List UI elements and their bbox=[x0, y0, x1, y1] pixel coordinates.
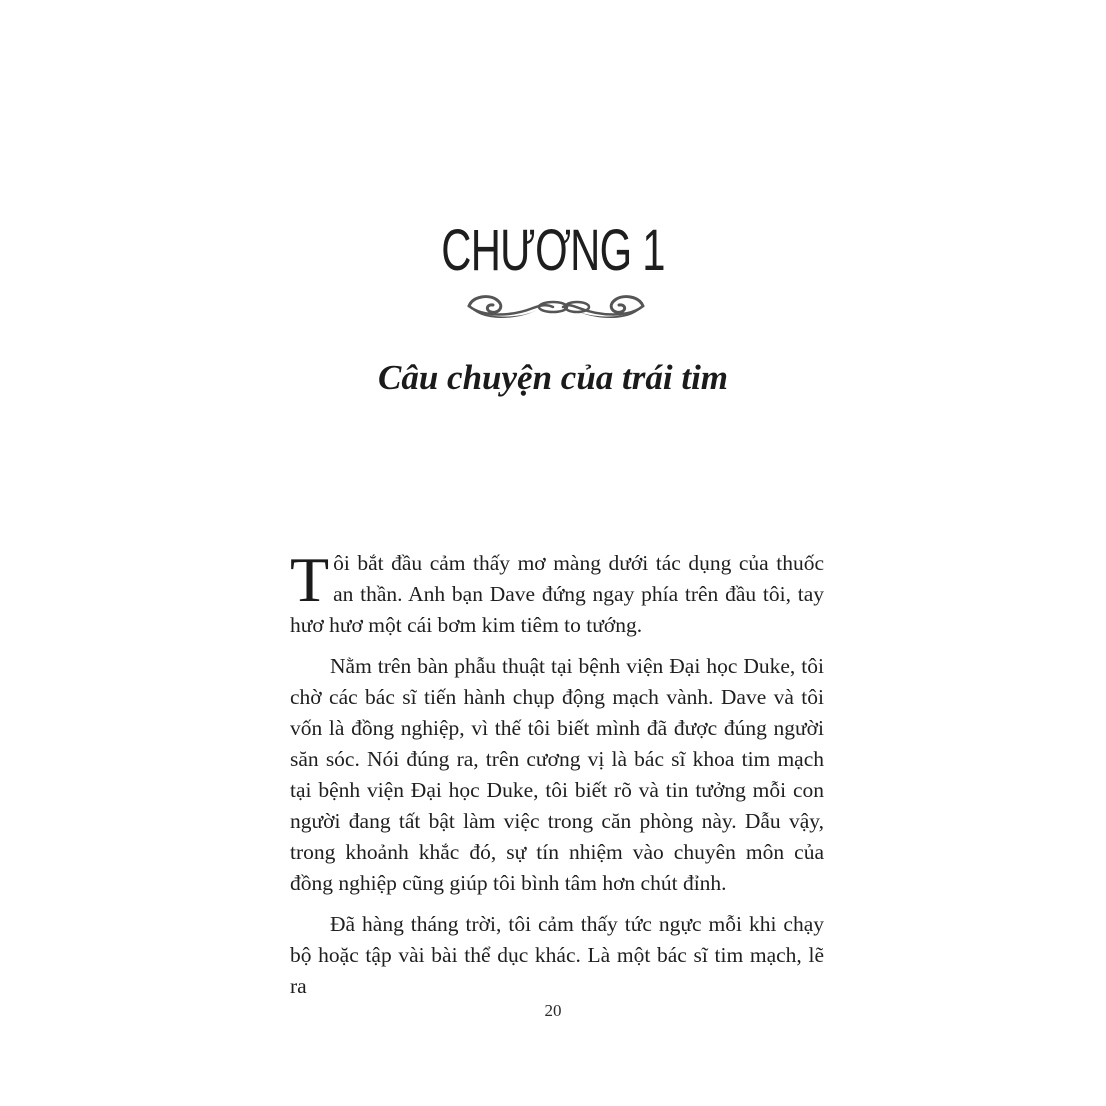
body-text bbox=[290, 544, 824, 1012]
paragraph-1 bbox=[290, 544, 824, 641]
page-number: 20 bbox=[544, 1001, 562, 1020]
flourish-divider-icon bbox=[463, 288, 649, 328]
paragraph-2: Nằm trên bàn phẫu thuật tại bệnh viện Đại học Duke, tôi chờ các bác sĩ tiến hành chụp động mạch vành. Dave và tôi vốn là đồng nghiệp, vì thế tôi biết mình đã được đúng người săn sóc. Nói đúng ra, trên cương vị là bác sĩ khoa tim mạch tại bệnh viện Đại học Duke, tôi biết rõ và tin tưởng mỗi con người đang tất bật làm việc trong căn phòng này. Dẫu vậy, trong khoảnh khắc đó, sự tín nhiệm vào chuyên môn của đồng nghiệp cũng giúp tôi bình tâm hơn chút đỉnh. bbox=[290, 654, 824, 895]
drop-cap: T bbox=[290, 544, 330, 615]
chapter-heading: CHƯƠNG 1 bbox=[441, 218, 665, 283]
paragraph-1-text: ôi bắt đầu cảm thấy mơ màng dưới tác dụng của thuốc an thần. Anh bạn Dave đứng ngay phía trên đầu tôi, tay hươ hươ một cái bơm kim tiêm to tướng. bbox=[290, 551, 824, 637]
chapter-title: Câu chuyện của trái tim bbox=[377, 358, 729, 397]
paragraph-3: Đã hàng tháng trời, tôi cảm thấy tức ngực mỗi khi chạy bộ hoặc tập vài bài thể dục khác. Là một bác sĩ tim mạch, lẽ ra bbox=[290, 912, 824, 998]
